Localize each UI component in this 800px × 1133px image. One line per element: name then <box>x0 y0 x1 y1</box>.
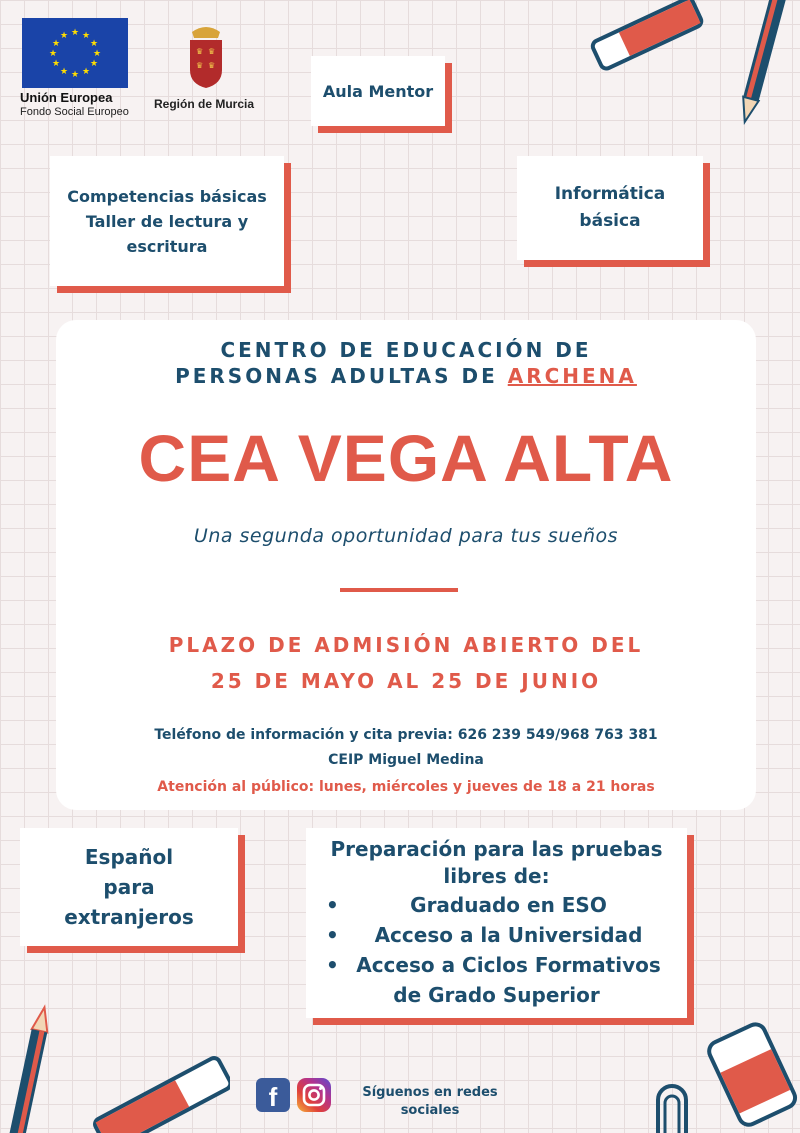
svg-text:★: ★ <box>59 67 69 77</box>
admission-line-2: 25 DE MAYO AL 25 DE JUNIO <box>210 669 602 693</box>
prep-title-line-1: Preparación para las pruebas <box>330 837 663 861</box>
subtitle <box>56 337 756 389</box>
svg-text:★: ★ <box>59 31 69 41</box>
list-item-label: Acceso a la Universidad <box>374 923 643 947</box>
pencil-icon <box>2 1000 62 1133</box>
list-item-label: de Grado Superior <box>393 983 600 1007</box>
card-informatica <box>517 156 703 260</box>
location-highlight: ARCHENA <box>507 364 637 388</box>
bullet-icon: • <box>326 923 339 947</box>
svg-text:★: ★ <box>70 70 80 80</box>
social-text <box>360 1084 500 1120</box>
phone-info: Teléfono de información y cita previa: 626 239 549/968 763 381 <box>154 727 658 743</box>
region-name: Región de Murcia <box>154 97 255 111</box>
paperclip-icon <box>650 1080 700 1133</box>
social-text-line-1: Síguenos en redes <box>362 1085 498 1100</box>
card-espanol <box>20 828 238 946</box>
card-competencias-line: Taller de lectura y <box>85 211 249 231</box>
tagline: Una segunda oportunidad para tus sueños <box>193 525 619 547</box>
svg-text:★: ★ <box>89 59 99 69</box>
list-item <box>316 950 677 980</box>
svg-text:♛: ♛ <box>196 61 204 70</box>
card-competencias-line: Competencias básicas <box>67 186 267 206</box>
card-espanol-line: Español <box>84 845 174 869</box>
bullet-icon: • <box>326 893 339 917</box>
card-informatica-line: Informática <box>554 184 666 204</box>
list-item-label: Acceso a Ciclos Formativos <box>356 953 661 977</box>
svg-text:★: ★ <box>81 67 91 77</box>
card-aula-mentor <box>311 56 445 126</box>
svg-text:★: ★ <box>48 49 58 59</box>
subtitle-prefix: PERSONAS ADULTAS DE <box>175 364 508 388</box>
instagram-icon[interactable] <box>297 1078 331 1112</box>
subtitle-line-2 <box>56 363 756 389</box>
svg-text:♛: ♛ <box>208 47 216 56</box>
eu-flag-icon <box>22 18 128 88</box>
book-icon <box>585 0 715 80</box>
list-item <box>316 920 677 950</box>
eu-name: Unión Europea <box>20 90 113 105</box>
location-info: CEIP Miguel Medina <box>328 752 484 768</box>
svg-text:★: ★ <box>51 39 61 49</box>
card-informatica-line: básica <box>579 211 641 231</box>
eu-subtitle: Fondo Social Europeo <box>20 106 129 118</box>
subtitle-line-1: CENTRO DE EDUCACIÓN DE <box>220 338 592 362</box>
list-item <box>316 980 677 1010</box>
murcia-shield-icon <box>186 24 226 90</box>
svg-text:★: ★ <box>51 59 61 69</box>
svg-text:♛: ♛ <box>208 61 216 70</box>
svg-text:★: ★ <box>92 49 102 59</box>
social-text-line-2: sociales <box>400 1103 460 1118</box>
card-competencias-line: escritura <box>126 236 208 256</box>
svg-text:★: ★ <box>89 39 99 49</box>
svg-text:★: ★ <box>70 28 80 38</box>
card-competencias <box>50 156 284 286</box>
svg-text:♛: ♛ <box>196 47 204 56</box>
list-item-label: Graduado en ESO <box>410 893 607 917</box>
facebook-icon[interactable]: f <box>256 1078 290 1112</box>
card-preparacion <box>306 828 687 1018</box>
hours-info: Atención al público: lunes, miércoles y jueves de 18 a 21 horas <box>157 779 655 795</box>
card-espanol-line: para <box>103 875 155 899</box>
card-espanol-line: extranjeros <box>64 905 194 929</box>
divider <box>340 588 458 592</box>
list-item <box>316 890 677 920</box>
prep-title-line-2: libres de: <box>443 864 550 888</box>
bullet-icon: • <box>326 953 339 977</box>
eraser-icon <box>700 1000 800 1133</box>
book-icon <box>80 1040 230 1133</box>
main-panel <box>56 320 756 810</box>
page-title: CEA VEGA ALTA <box>138 421 674 495</box>
admission-line-1: PLAZO DE ADMISIÓN ABIERTO DEL <box>168 633 644 657</box>
svg-text:★: ★ <box>81 31 91 41</box>
card-aula-mentor-label: Aula Mentor <box>322 81 434 101</box>
admission-period <box>56 627 756 699</box>
prep-list <box>316 890 677 1010</box>
pencil-icon <box>730 0 790 130</box>
